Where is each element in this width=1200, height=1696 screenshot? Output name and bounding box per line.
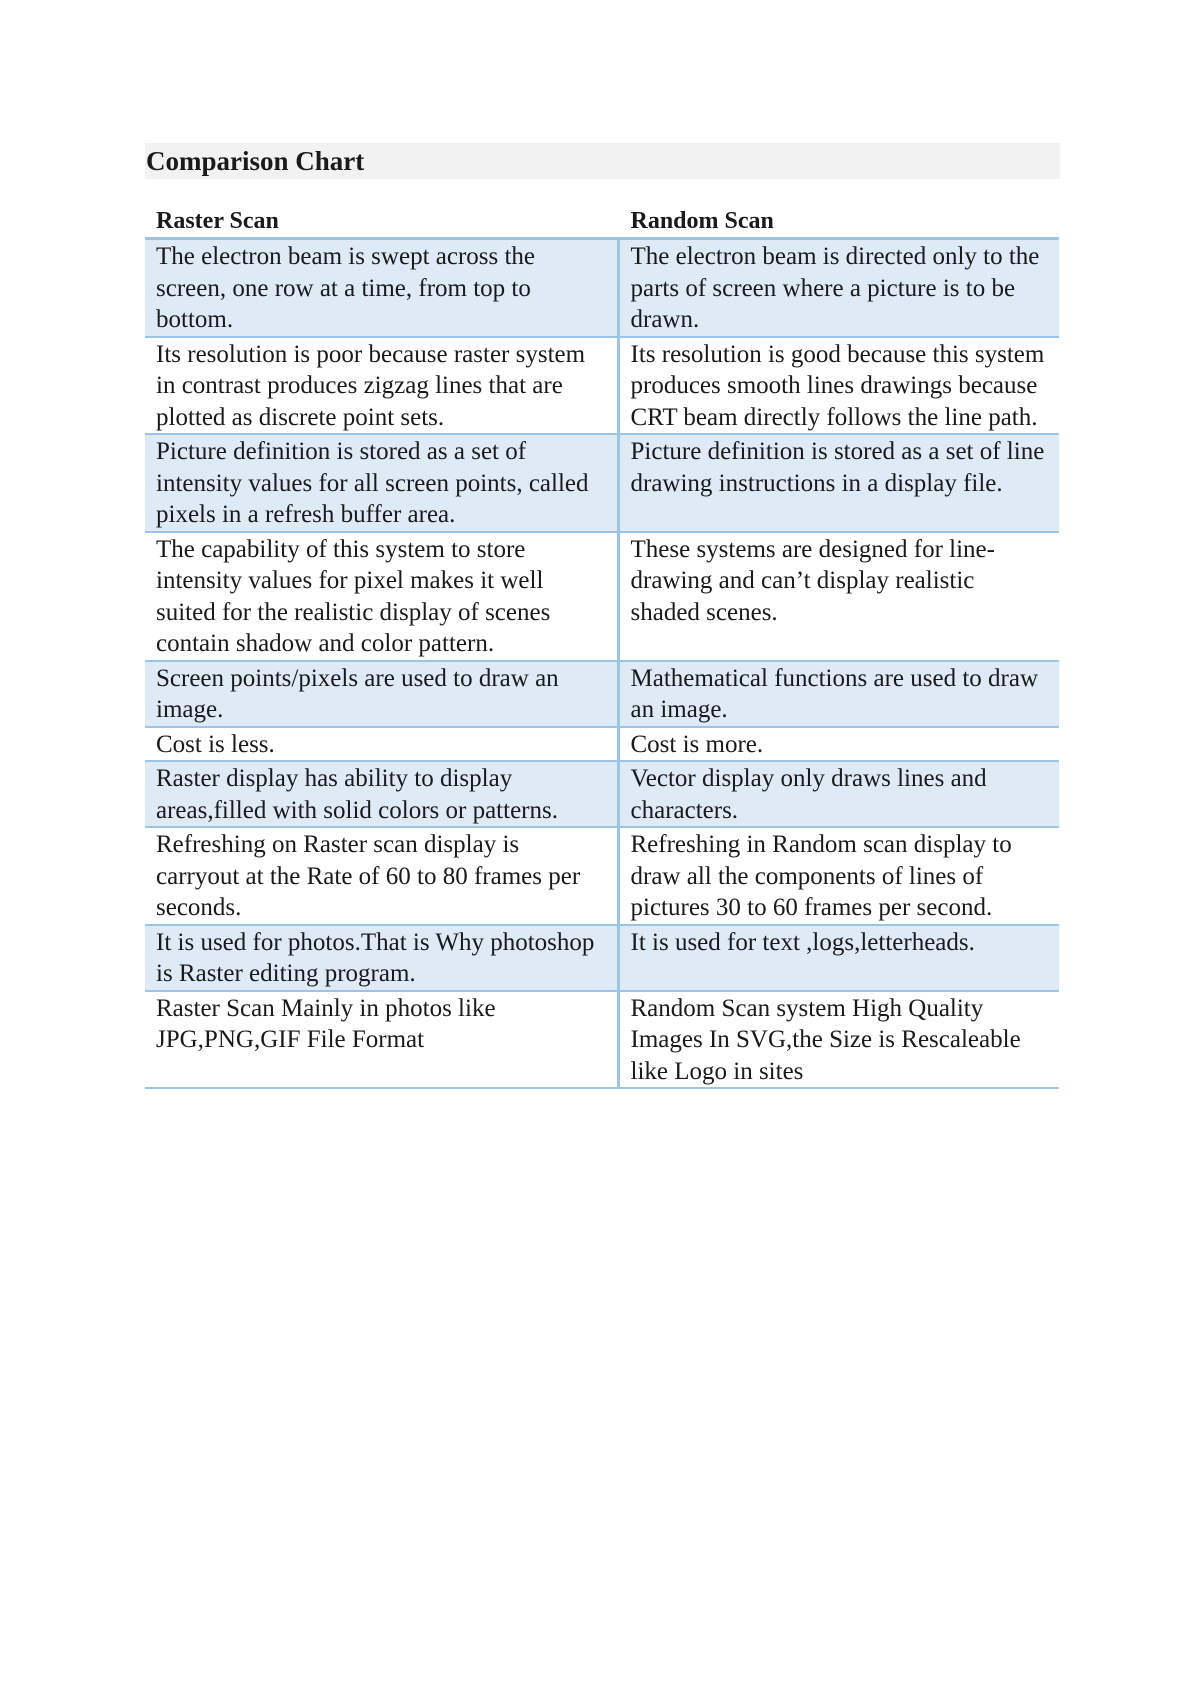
random-cell: Picture definition is stored as a set of line drawing instructions in a display file. xyxy=(618,434,1059,532)
raster-cell: Picture definition is stored as a set of intensity values for all screen points, called pixels in a refresh buffer area. xyxy=(145,434,618,532)
raster-cell: The capability of this system to store intensity values for pixel makes it well suited for the realistic display of scenes contain shadow and color pattern. xyxy=(145,532,618,661)
random-cell: Its resolution is good because this system produces smooth lines drawings because CRT beam directly follows the line path. xyxy=(618,337,1059,435)
table-row xyxy=(145,434,1059,532)
table-row xyxy=(145,761,1059,827)
table-row xyxy=(145,239,1059,337)
random-cell: Random Scan system High Quality Images In SVG,the Size is Rescaleable like Logo in sites xyxy=(618,991,1059,1089)
random-cell: Cost is more. xyxy=(618,727,1059,762)
raster-cell: Raster Scan Mainly in photos like JPG,PNG,GIF File Format xyxy=(145,991,618,1089)
random-cell: The electron beam is directed only to the parts of screen where a picture is to be drawn. xyxy=(618,239,1059,337)
raster-cell: Refreshing on Raster scan display is carryout at the Rate of 60 to 80 frames per seconds. xyxy=(145,827,618,925)
page-title: Comparison Chart xyxy=(146,146,365,176)
table-row xyxy=(145,661,1059,727)
raster-cell: Raster display has ability to display areas,filled with solid colors or patterns. xyxy=(145,761,618,827)
column-header-random-scan: Random Scan xyxy=(618,206,1059,239)
table-row xyxy=(145,337,1059,435)
table-row xyxy=(145,532,1059,661)
raster-cell: Screen points/pixels are used to draw an image. xyxy=(145,661,618,727)
table-row xyxy=(145,727,1059,762)
raster-cell: Cost is less. xyxy=(145,727,618,762)
random-cell: Refreshing in Random scan display to draw all the components of lines of pictures 30 to 60 frames per second. xyxy=(618,827,1059,925)
raster-cell: It is used for photos.That is Why photoshop is Raster editing program. xyxy=(145,925,618,991)
raster-cell: The electron beam is swept across the screen, one row at a time, from top to bottom. xyxy=(145,239,618,337)
table-row xyxy=(145,827,1059,925)
table-row xyxy=(145,925,1059,991)
table-row xyxy=(145,991,1059,1089)
raster-cell: Its resolution is poor because raster system in contrast produces zigzag lines that are plotted as discrete point sets. xyxy=(145,337,618,435)
column-header-raster-scan: Raster Scan xyxy=(145,206,618,239)
table-header-row xyxy=(145,206,1059,239)
random-cell: Vector display only draws lines and characters. xyxy=(618,761,1059,827)
random-cell: Mathematical functions are used to draw an image. xyxy=(618,661,1059,727)
comparison-table xyxy=(145,206,1059,1089)
random-cell: These systems are designed for line-drawing and can’t display realistic shaded scenes. xyxy=(618,532,1059,661)
random-cell: It is used for text ,logs,letterheads. xyxy=(618,925,1059,991)
